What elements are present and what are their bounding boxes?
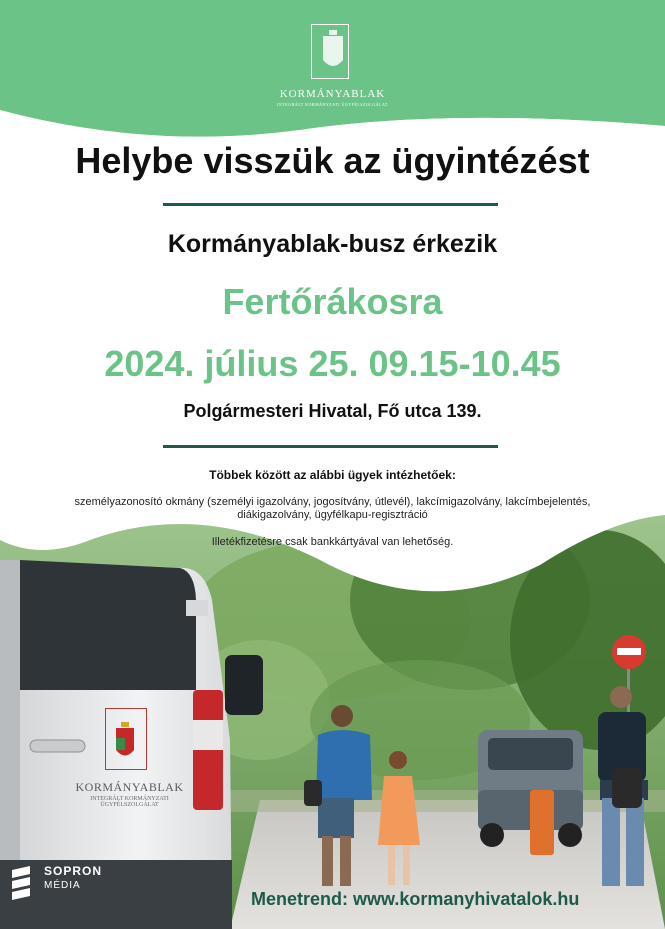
van-logo-subtitle: INTEGRÁLT KORMÁNYZATI ÜGYFÉLSZOLGÁLAT [90, 796, 169, 808]
headline: Helybe visszük az ügyintézést [75, 140, 590, 181]
event-address: Polgármesteri Hivatal, Fő utca 139. [183, 401, 482, 421]
van-logo [62, 708, 197, 808]
divider-top [163, 203, 498, 206]
watermark-line2: MÉDIA [44, 880, 81, 891]
schedule-link[interactable]: Menetrend: www.kormanyhivatalok.hu [251, 889, 580, 909]
subtitle: Kormányablak-busz érkezik [167, 230, 498, 258]
event-datetime: 2024. július 25. 09.15-10.45 [104, 343, 561, 384]
place-name: Fertőrákosra [222, 281, 443, 322]
orange-bollard [530, 790, 554, 855]
logo-frame [311, 24, 349, 79]
van-logo-name: KORMÁNYABLAK [75, 780, 184, 794]
watermark-line1: SOPRON [44, 864, 103, 878]
services-list: személyazonosító okmány (személyi igazolvány, jogosítvány, útlevél), lakcímigazolvány, lakcímbejelentés, diákigazolvány, ügyfélkapu-regisztráció [74, 496, 591, 521]
divider-bottom [163, 445, 498, 448]
header-logo [270, 22, 395, 112]
header-logo-name: KORMÁNYABLAK [279, 88, 386, 100]
payment-note: Illetékfizetésre csak bankkártyával van lehetőség. [211, 536, 454, 548]
van-logo-frame [105, 708, 147, 770]
sopron-media-watermark [8, 860, 118, 900]
header-logo-subtitle: INTEGRÁLT KORMÁNYZATI ÜGYFÉLSZOLGÁLAT [277, 102, 388, 107]
services-heading: Többek között az alábbi ügyek intézhetőek: [209, 468, 456, 482]
